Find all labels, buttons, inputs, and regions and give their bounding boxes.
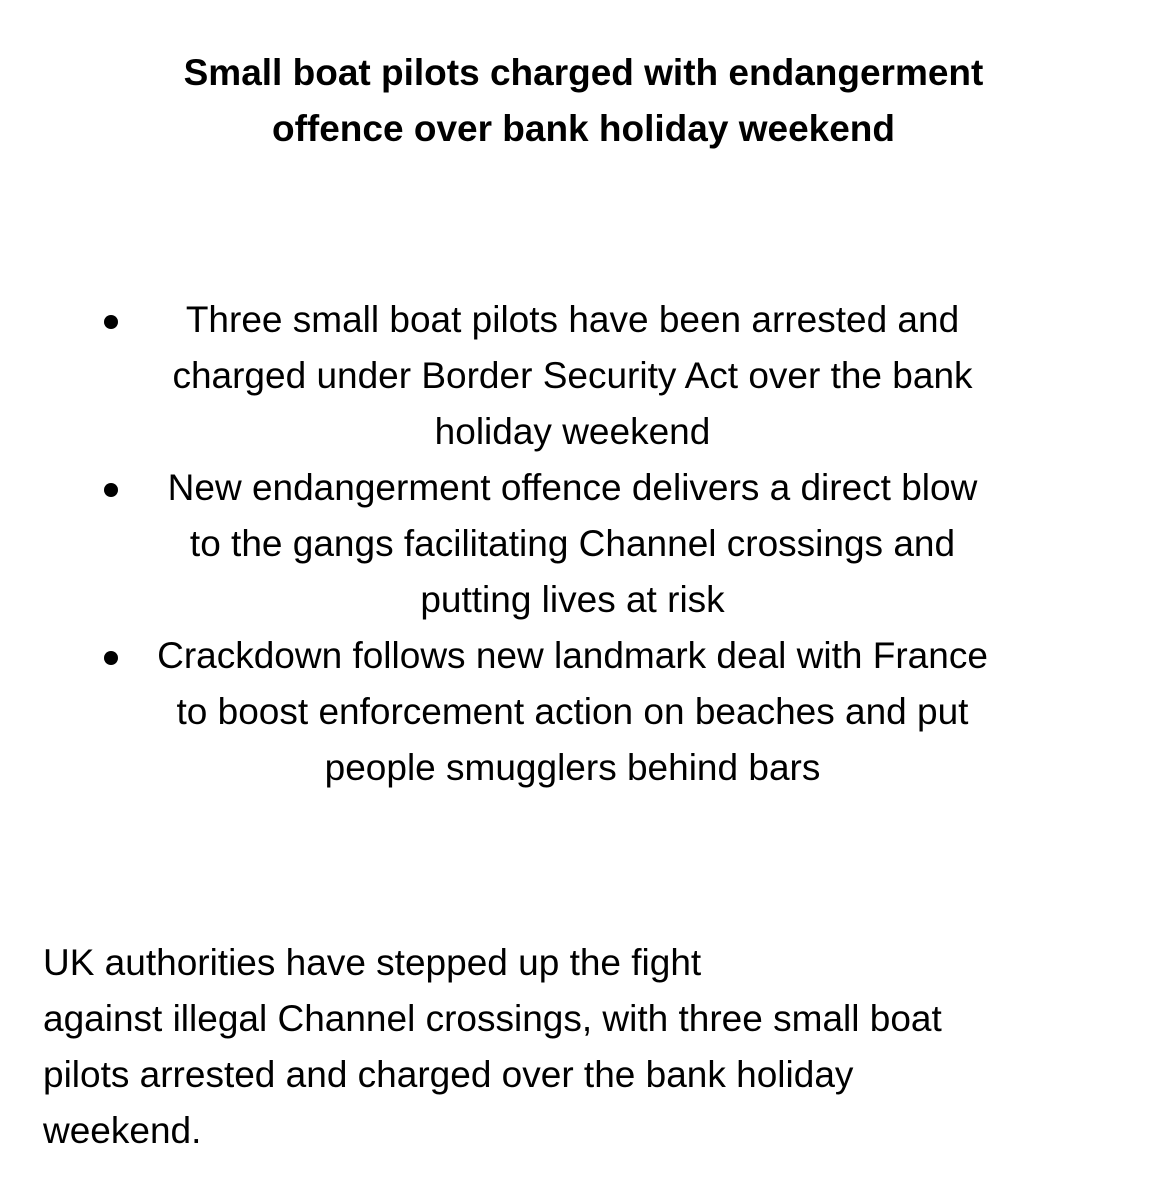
bullet-icon: [104, 651, 118, 665]
headline-line: offence over bank holiday weekend: [271, 108, 896, 149]
key-point-line: holiday weekend: [434, 411, 711, 452]
body-paragraph: [43, 935, 1143, 1159]
key-point-text: [0, 292, 1000, 460]
key-point-text: [0, 460, 1000, 628]
bullet-icon: [104, 483, 118, 497]
body-line: weekend.: [43, 1110, 202, 1151]
headline-line: Small boat pilots charged with endangerment: [183, 52, 984, 93]
key-point-line: New endangerment offence delivers a direct blow: [167, 467, 978, 508]
key-points-list: [0, 292, 1167, 796]
key-point-line: Three small boat pilots have been arrested and: [185, 299, 960, 340]
headline: [60, 45, 1107, 157]
key-point-line: to the gangs facilitating Channel crossings and: [189, 523, 956, 564]
key-point-text: [0, 628, 1000, 796]
body-line: UK authorities have stepped up the fight: [43, 942, 702, 983]
body-line: against illegal Channel crossings, with three small boat: [43, 998, 942, 1039]
key-point-line: putting lives at risk: [420, 579, 725, 620]
body-line: pilots arrested and charged over the bank holiday: [43, 1054, 854, 1095]
bullet-icon: [104, 315, 118, 329]
key-point-line: Crackdown follows new landmark deal with France: [157, 635, 988, 676]
key-point: [0, 460, 1167, 628]
key-point-line: people smugglers behind bars: [324, 747, 821, 788]
key-point: [0, 628, 1167, 796]
key-point: [0, 292, 1167, 460]
key-point-line: to boost enforcement action on beaches and put: [176, 691, 969, 732]
key-point-line: charged under Border Security Act over the bank: [172, 355, 973, 396]
